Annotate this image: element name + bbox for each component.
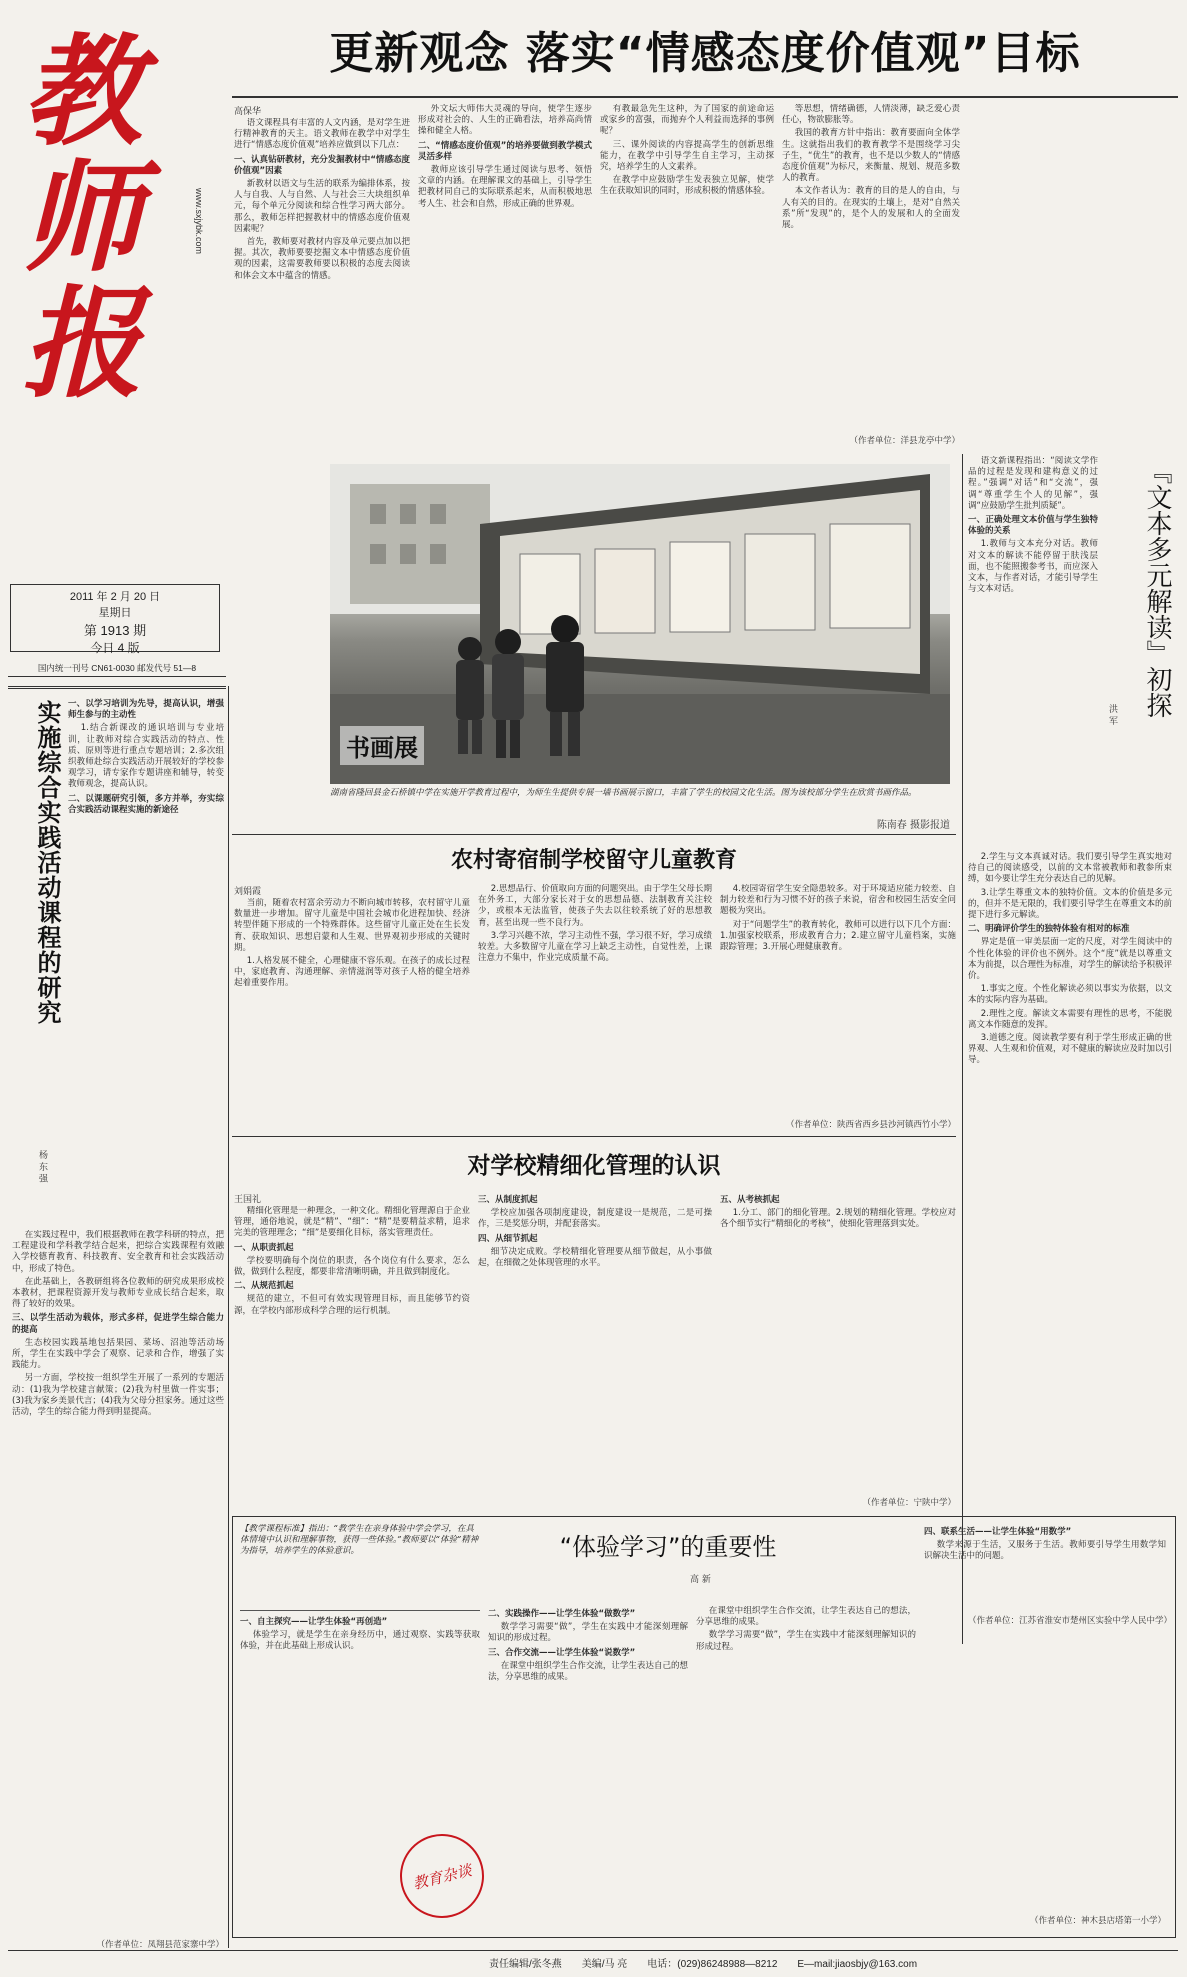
lead-para: 三、课外阅读的内容提高学生的创新思维能力，在教学中引导学生自主学习，主动探究，培养学生的人文素养。 [600,139,774,173]
lead-para: 我国的教育方针中指出：教育要面向全体学生。这就指出我们的教育教学不是围绕学习尖子生，“优生”的教育，也不是以少数人的“情感态度价值观”为标尺，来衡量、规划、规范多数人的教育。 [782,128,960,184]
mgmt-top-rule [232,1136,956,1137]
mgmt-col-2 [478,1192,712,1512]
experience-para: 在课堂中组织学生合作交流，让学生表达自己的想法，分享思维的成果。 [696,1606,916,1628]
masthead [2,8,224,656]
mgmt-subheading: 四、从细节抓起 [478,1233,538,1244]
rightcol-para: 1.教师与文本充分对话。教师对文本的解读不能停留于肤浅层面，也不能照搬参考书，而应深入文本，与作者对话，才能引导学生与文本对话。 [968,539,1098,595]
photo-title: 书画展 [340,726,424,765]
rural-para: 3.学习兴趣不浓，学习主动性不强，学习很不好，学习成绩较差。大多数留守儿童在学习上缺乏主动性，自觉性差，上课注意力不集中，作业完成质量不高。 [478,930,712,964]
sidebar-para: 另一方面，学校按一组织学生开展了一系列的专题活动：(1)我为学校建言献策；(2)我为村里做一件实事；(3)我为家乡美景代言；(4)我为父母分担家务。通过这些活动，学生的综合能力得到明显提高。 [12,1373,224,1418]
photo-caption: 湖南省隆回县金石桥镇中学在实施开学教育过程中，为师生生提供专展一墙书画展示窗口，丰富了学生的校园文化生活。图为该校部分学生在欣赏书画作品。 [330,788,917,798]
rural-para: 当前，随着农村富余劳动力不断向城市转移，农村留守儿童数量进一步增加。留守儿童是中国社会城市化进程加快、经济转型伴随下形成的一个特殊群体。这些留守儿童正处在生长发育、获取知识、思想启蒙和人生观、世界观初步形成的关键时期。 [234,898,470,953]
sidebar-para: 在实践过程中，我们根据教师在教学科研的特点，把工程建设和学科教学结合起来，把综合实践课程有效融入学校德育教育、科技教育、安全教育和社会实践活动中，形成了特色。 [12,1230,224,1274]
lead-para: 外文坛大师伟大灵魂的导向，使学生逐步形成对社会的、人生的正确看法，培养高尚情操和健全人格。 [418,104,592,137]
rural-col-3 [720,884,956,1116]
rural-para: 1.人格发展不健全，心理健康不容乐观。在孩子的成长过程中，家庭教育、沟通理解、亲情滋润等对孩子人格的健全培养起着重要作用。 [234,956,470,989]
mgmt-col-1 [234,1206,470,1512]
lead-headline: 更新观念 落实“情感态度价值观”目标 [329,28,1081,79]
mgmt-headline: 对学校精细化管理的认识 [467,1153,721,1179]
mgmt-source: （作者单位：宁陕中学） [862,1498,956,1508]
rightcol-subheading: 一、正确处理文本价值与学生独特体验的关系 [968,515,1098,537]
mgmt-subheading: 五、从考核抓起 [720,1195,780,1205]
sidebar-author: 杨 东 强 [37,1150,47,1183]
issue-box [10,584,220,655]
rightcol-headline: 『文本多元解读』初探 [1142,458,1172,718]
sidebar-subheading: 二、以课题研究引领，多方并举，夯实综合实践活动课程实施的新途径 [68,793,224,815]
experience-headline: “体验学习”的重要性 [559,1533,777,1561]
rightcol-para: 2.理性之度。解读文本需要有理性的思考，不能脱离文本作随意的发挥。 [968,1008,1172,1030]
right-column-divider [962,454,963,1644]
photo-book-painting-exhibition [330,464,950,784]
mgmt-col-3 [720,1192,956,1494]
footer-rule [8,1950,1178,1951]
rural-para: 4.校园寄宿学生安全隐患较多。对于环境适应能力较差、自制力较差和行为习惯不好的孩子来说，宿舍和校园生活安全问题极为突出。 [720,884,956,917]
lead-para: 语文课程具有丰富的人文内涵，是对学生进行精神教育的天主。语文教师在教学中对学生进行“情感态度价值观”培养应做到以下几点： [234,118,410,151]
issue-pages: 今日 4 版 [90,641,140,655]
experience-subheading: 四、联系生活——让学生体验“用数学” [924,1527,1072,1537]
rightcol-subheading: 二、明确评价学生的独特体验有相对的标准 [968,924,1130,935]
lead-subheading: 一、认真钻研教材，充分发掘教材中“情感态度价值观”因素 [234,154,410,176]
lead-col-3 [600,104,774,448]
lead-col-1 [234,118,410,448]
mgmt-para: 规范的建立，不但可有效实现管理目标，而且能够节约资源，在学校内部形成科学合理的运行机制。 [234,1294,470,1316]
mgmt-para: 1.分工、部门的细化管理。2.规划的精细化管理。学校应对各个细节实行“精细化的考核”，使细化管理落到实处。 [720,1208,956,1230]
experience-subheading: 一、自主探究——让学生体验“再创造” [240,1617,388,1627]
lead-source: （作者单位：洋县龙亭中学） [849,436,960,446]
rural-source: （作者单位：陕西省西乡县沙河镇西竹小学） [785,1120,956,1130]
sidebar-body-lower [12,1230,224,1930]
experience-para: 数学学习需要“做”，学生在实践中才能深刻理解知识的形成过程。 [488,1622,688,1644]
mgmt-subheading: 三、从制度抓起 [478,1195,538,1205]
lead-headline-box [232,12,1178,98]
issue-number: 第 1913 期 [83,623,147,638]
experience-para: 数学来源于生活，又服务于生活。教师要引导学生用数学知识解决生活中的问题。 [924,1540,1166,1562]
sidebar-headline: 实施综合实践活动课程的研究 [33,700,61,1025]
sidebar-subheading: 三、以学生活动为载体，形式多样，促进学生综合能力的提高 [12,1313,224,1335]
experience-col-4 [924,1524,1166,1896]
lead-para: 教师应该引导学生通过阅读与思考、领悟文章的内涵。在理解课文的基础上，引导学生把教材同自己的实际联系起来，从而积极地思考人生、社会和自然，形成正确的世界观。 [418,165,592,209]
sidebar-para: 在此基础上，各教研组将各位教师的研究成果形成校本教材，把课程资源开发与教师专业成长结合起来，取得了较好的效果。 [12,1276,224,1310]
experience-para: 在课堂中组织学生合作交流，让学生表达自己的想法，分享思维的成果。 [488,1660,688,1683]
sidebar-top-rule [8,686,226,689]
rightcol-author: 洪 军 [1107,704,1117,725]
experience-col-2 [488,1606,688,1926]
sidebar-subheading: 一、以学习培训为先导，提高认识，增强师生参与的主动性 [68,699,224,721]
sidebar-para: 生态校园实践基地包括果园、菜场、沼池等活动场所，学生在实践中学会了观察、记录和合作，增强了实践能力。 [12,1337,224,1371]
lead-para: 在教学中应鼓励学生发表独立见解，使学生在获取知识的同时，形成积极的情感体验。 [600,175,774,197]
experience-subheading: 二、实践操作——让学生体验“做数学” [488,1609,636,1619]
experience-para: 体验学习，就是学生在亲身经历中，通过观察、实践等获取体验，并在此基础上形成认识。 [240,1630,480,1652]
rural-col-1 [234,898,470,1134]
rightcol-body-lower [968,852,1172,1630]
rightcol-para: 3.道德之度。阅读教学要有利于学生形成正确的世界观、人生观和价值观，对不健康的解读应及时加以引导。 [968,1033,1172,1066]
issue-weekday: 星期日 [98,607,132,619]
lead-para: 等思想，情绪确德，人情淡薄，缺乏爱心责任心，物欲膨胀等。 [782,104,960,126]
rightcol-para: 1.事实之度。个性化解读必须以事实为依据，以文本的实际内容为基础。 [968,984,1172,1006]
experience-editor-note: 【教学课程标准】指出：“教学生在亲身体验中学会学习，在具体情境中认识和理解事物，获得一些体验。”教师要以“体验”精神为指导，培养学生的体验意识。 [240,1524,480,1611]
sidebar-body [68,696,224,1216]
lead-para: 有教最急先生这种，为了国家的前途命运或家乡的富强，而抛弃个人利益而选择的事例呢？ [600,104,774,137]
rural-para: 对于“问题学生”的教育转化，教师可以进行以下几个方面：1.加强家校联系，形成教育合力；2.建立留守儿童档案，实施跟踪管理；3.开展心理健康教育。 [720,919,956,953]
rural-author: 刘娟霞 [234,887,262,897]
mgmt-subheading: 二、从规范抓起 [234,1281,294,1292]
mgmt-subheading: 一、从职责抓起 [234,1242,294,1253]
mgmt-para: 细节决定成败。学校精细化管理要从细节做起，从小事做起，在细微之处体现管理的水平。 [478,1246,712,1269]
masthead-rule [8,676,226,677]
rightcol-source: （作者单位：江苏省淮安市楚州区实验中学人民中学） [968,1616,1173,1626]
lead-author: 高保华 [234,107,262,117]
rural-para: 2.思想品行、价值取向方面的问题突出。由于学生父母长期在外务工，大部分家长对于女的思想品德、法制教育关注较少，或根本无法监管，使孩子失去以往较系统了好的思想教育，甚至出现一些不良行为。 [478,884,712,928]
sidebar-source: （作者单位：凤翔县范家寨中学） [96,1940,224,1950]
lead-para: 首先，教师要对教材内容及单元要点加以把握。其次，教师要要挖掘文本中情感态度价值观的因素，这需要教师要以积极的态度去阅读和体会文本中蕴含的情感。 [234,237,410,281]
lead-para: 本文作者认为：教育的目的是人的自由，与人有关的目的。在现实的土壤上，是对“自然关系”所“发现”的，是个人的发展和人的全面发展。 [782,186,960,231]
mgmt-para: 精细化管理是一种理念，一种文化。精细化管理源自于企业管理，通俗地说，就是“精”、“细”：“精”是要精益求精，追求完美的管理理念；“细”是要细化目标，落实管理责任。 [234,1206,470,1239]
experience-stamp-text: 教育杂谈 [410,1860,474,1893]
lead-subheading: 二、“情感态度价值观”的培养要做到教学模式灵活多样 [418,140,592,162]
masthead-title: 教师报 [2,28,143,406]
sidebar-divider [228,686,229,1948]
photo-credit: 陈南春 摄影报道 [876,820,950,831]
mgmt-author: 王国礼 [234,1195,262,1205]
rural-headline: 农村寄宿制学校留守儿童教育 [450,848,737,873]
experience-para: 数学学习需要“做”，学生在实践中才能深刻理解知识的形成过程。 [696,1630,916,1652]
experience-col-3 [696,1606,916,1926]
lead-para: 新教材以语文与生活的联系为编排体系，按人与自我、人与自然、人与社会三大块组织单元，每个单元分阅读和综合性学习两大部分。那么，教师怎样把握教材中的情感态度价值观因素呢？ [234,179,410,234]
rightcol-para: 语文新课程指出：“阅读文学作品的过程是发现和建构意义的过程。”强调“对话”和“交流”，强调“尊重学生个人的见解”，强调“应鼓励学生批判质疑”。 [968,456,1098,511]
masthead-code: 国内统一刊号 CN61-0030 邮发代号 51—8 [37,663,197,673]
masthead-website[interactable]: www.sxjybk.com [194,188,204,255]
issue-date: 2011 年 2 月 20 日 [69,591,161,603]
sidebar-para: 1.结合新课改的通识培训与专业培训，让教师对综合实践活动的特点、性质、原则等进行重点专题培训；2.多次组织教师赴综合实践活动开展较好的学校参观学习，请专家作专题讲座和辅导，转变教师观念，提高认识。 [68,723,224,790]
footer-info: 责任编辑/张冬燕 美编/马 亮 电话：(029)86248988—8212 E—mail:jiaosbjy@163.com [488,1959,918,1970]
lead-col-2 [418,104,592,448]
rightcol-para: 界定是值一审美层面一定的尺度，对学生阅读中的个性化体验的评价也不例外。这个“度”就是以尊重文本为前提，以合理性为标准，对学生的解读给予积极评价。 [968,937,1172,982]
experience-subheading: 三、合作交流——让学生体验“说数学” [488,1647,636,1658]
rightcol-para: 3.让学生尊重文本的独特价值。文本的价值是多元的，但并不是无限的，我们要引导学生在尊重文本的前提下进行多元解读。 [968,887,1172,921]
experience-author: 高 新 [690,1575,711,1585]
experience-source: （作者单位：神木县店塔第一小学） [1029,1916,1166,1926]
rightcol-para: 2.学生与文本真诚对话。我们要引导学生真实地对待自己的阅读感受，以前的文本常被教师和教参所束缚，如今要让学生充分表达自己的见解。 [968,852,1172,885]
rural-top-rule [232,834,956,835]
rightcol-body-top [968,456,1098,846]
rural-col-2 [478,884,712,1134]
lead-col-4 [782,104,960,432]
mgmt-para: 学校应加强各项制度建设，制度建设一是规范，二是可操作，三是奖惩分明，并配套落实。 [478,1208,712,1230]
mgmt-para: 学校要明确每个岗位的职责，各个岗位有什么要求，怎么做，做到什么程度，都要非常清晰明确，并且做到制度化。 [234,1255,470,1278]
